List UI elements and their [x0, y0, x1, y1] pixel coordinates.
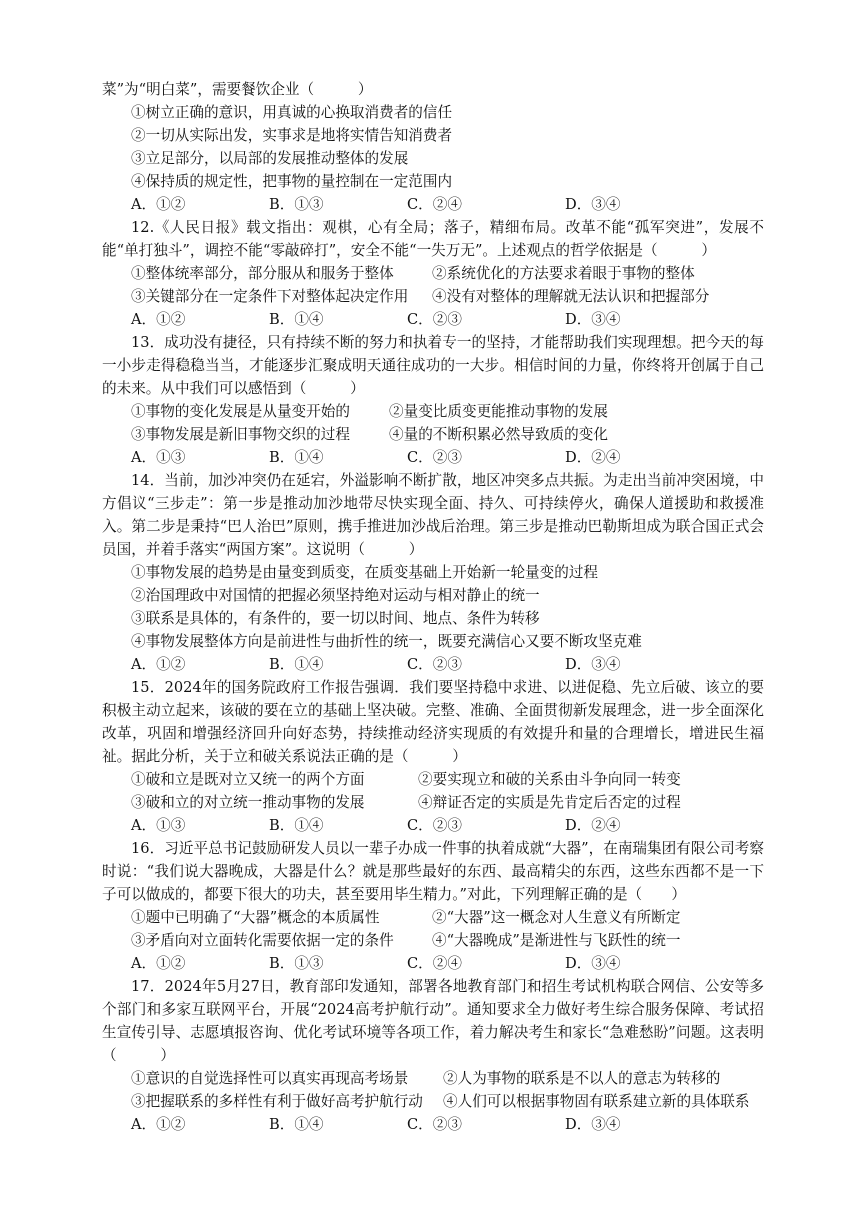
statement-row: [102, 768, 764, 791]
statement-row: [102, 929, 764, 952]
statement-row: [102, 423, 764, 446]
statement-1: ①事物发展的趋势是由量变到质变，在质变基础上开始新一轮量变的过程: [131, 564, 599, 581]
statement-4: ④量的不断积累必然导致质的变化: [389, 426, 608, 443]
choice-c[interactable]: C．②③: [407, 449, 462, 466]
choice-a[interactable]: A．①②: [131, 955, 186, 972]
statement-row: [102, 400, 764, 423]
statement-2: ②“大器”这一概念对人生意义有所断定: [432, 909, 681, 926]
choice-d[interactable]: D．③④: [565, 656, 621, 673]
statement-row: [102, 1067, 764, 1090]
statement-4: ④没有对整体的理解就无法认识和把握部分: [432, 288, 710, 305]
answer-choices: [102, 952, 764, 975]
choice-a[interactable]: A．①③: [131, 449, 186, 466]
choice-a[interactable]: A．①②: [131, 311, 186, 328]
statement-3: ③把握联系的多样性有利于做好高考护航行动: [131, 1093, 423, 1110]
statement-2: ②要实现立和破的关系由斗争向同一转变: [418, 771, 681, 788]
statement-2: ②治国理政中对国情的把握必须坚持绝对运动与相对静止的统一: [131, 587, 540, 604]
statement-2: ②量变比质变更能推动事物的发展: [389, 403, 608, 420]
statement-1: ①整体统率部分，部分服从和服务于整体: [131, 265, 394, 282]
choice-c[interactable]: C．②④: [407, 955, 462, 972]
question-15: [102, 676, 764, 837]
choice-b[interactable]: B．①③: [269, 955, 324, 972]
statement-3: ③矛盾向对立面转化需要依据一定的条件: [131, 932, 394, 949]
choice-d[interactable]: D．③④: [565, 311, 621, 328]
statement-1: ①破和立是既对立又统一的两个方面: [131, 771, 365, 788]
statement-1: ①意识的自觉选择性可以真实再现高考场景: [131, 1070, 409, 1087]
statement-3: ③关键部分在一定条件下对整体起决定作用: [131, 288, 409, 305]
choice-a[interactable]: A．①②: [131, 1116, 186, 1133]
statement-3: ③立足部分，以局部的发展推动整体的发展: [131, 150, 409, 167]
question-stem: 14．当前，加沙冲突仍在延宕，外溢影响不断扩散，地区冲突多点共振。为走出当前冲突困境，中方倡议“三步走”：第一步是推动加沙地带尽快实现全面、持久、可持续停火，确保人道援助和救援准入。第二步是秉持“巴人治巴”原则，携手推进加沙战后治理。第三步是推动巴勒斯坦成为联合国正式会员国，并着手落实“两国方案”。这说明（ ）: [102, 472, 764, 558]
statement-2: ②一切从实际出发，实事求是地将实情告知消费者: [131, 127, 453, 144]
statement-3: ③破和立的对立统一推动事物的发展: [131, 794, 365, 811]
question-stem: 15．2024年的国务院政府工作报告强调．我们要坚持稳中求进、以进促稳、先立后破、该立的要积极主动立起来，该破的要在立的基础上坚决破。完整、准确、全面贯彻新发展理念，进一步全面深化改革，巩固和增强经济回升向好态势，持续推动经济实现质的有效提升和量的合理增长，增进民生福祉。据此分析，关于立和破关系说法正确的是（ ）: [102, 679, 764, 765]
choice-b[interactable]: B．①④: [269, 311, 324, 328]
statement-2: ②系统优化的方法要求着眼于事物的整体: [432, 265, 695, 282]
choice-d[interactable]: D．③④: [565, 196, 621, 213]
statement-4: ④辩证否定的实质是先肯定后否定的过程: [418, 794, 681, 811]
choice-b[interactable]: B．①④: [269, 1116, 324, 1133]
statement-3: ③联系是具体的，有条件的，要一切以时间、地点、条件为转移: [131, 610, 540, 627]
choice-b[interactable]: B．①③: [269, 196, 324, 213]
statement-3: ③事物发展是新旧事物交织的过程: [131, 426, 350, 443]
question-stem: 13．成功没有捷径，只有持续不断的努力和执着专一的坚持，才能帮助我们实现理想。把今天的每一小步走得稳稳当当，才能逐步汇聚成明天通往成功的一大步。相信时间的力量，你终将开创属于自己的未来。从中我们可以感悟到（ ）: [102, 334, 764, 397]
choice-d[interactable]: D．③④: [565, 1116, 621, 1133]
question-stem-continuation: 菜”为“明白菜”，需要餐饮企业（ ）: [102, 81, 373, 98]
question-14: [102, 469, 764, 676]
question-stem: 12.《人民日报》载文指出：观棋，心有全局；落子，精细布局。改革不能“孤军突进”，发展不能“单打独斗”，调控不能“零敲碎打”，安全不能“一失万无”。上述观点的哲学依据是（ ）: [102, 219, 764, 259]
statement-row: [102, 262, 764, 285]
statement-4: ④人们可以根据事物固有联系建立新的具体联系: [443, 1093, 750, 1110]
statement-4: ④事物发展整体方向是前进性与曲折性的统一，既要充满信心又要不断攻坚克难: [131, 633, 642, 650]
choice-b[interactable]: B．①④: [269, 449, 324, 466]
choice-c[interactable]: C．②③: [407, 817, 462, 834]
question-stem: 16．习近平总书记鼓励研发人员以一辈子办成一件事的执着成就“大器”，在南瑞集团有限公司考察时说：“我们说大器晚成，大器是什么？就是那些最好的东西、最高精尖的东西，这些东西都不是一下子可以做成的，都要下很大的功夫，甚至要用毕生精力。”对此，下列理解正确的是（ ）: [102, 840, 764, 903]
statement-row: [102, 906, 764, 929]
statement-4: ④“大器晚成”是渐进性与飞跃性的统一: [432, 932, 681, 949]
choice-a[interactable]: A．①②: [131, 656, 186, 673]
choice-a[interactable]: A．①②: [131, 196, 186, 213]
answer-choices: [102, 446, 764, 469]
statement-4: ④保持质的规定性，把事物的量控制在一定范围内: [131, 173, 453, 190]
statement-row: [102, 1090, 764, 1113]
answer-choices: [102, 308, 764, 331]
answer-choices: [102, 814, 764, 837]
statement-1: ①题中已明确了“大器”概念的本质属性: [131, 909, 380, 926]
question-11: [102, 78, 764, 216]
statement-1: ①事物的变化发展是从量变开始的: [131, 403, 350, 420]
statement-1: ①树立正确的意识，用真诚的心换取消费者的信任: [131, 104, 453, 121]
choice-c[interactable]: C．②④: [407, 196, 462, 213]
choice-d[interactable]: D．②④: [565, 817, 621, 834]
question-12: [102, 216, 764, 331]
answer-choices: [102, 193, 764, 216]
question-stem: 17．2024年5月27日，教育部印发通知，部署各地教育部门和招生考试机构联合网信、公安等多个部门和多家互联网平台，开展“2024高考护航行动”。通知要求全力做好考生综合服务保障、考试招生宣传引导、志愿填报咨询、优化考试环境等各项工作，着力解决考生和家长“急难愁盼”问题。这表明（ ）: [102, 978, 764, 1064]
question-13: [102, 331, 764, 469]
question-16: [102, 837, 764, 975]
question-17: [102, 975, 764, 1136]
statement-2: ②人为事物的联系是不以人的意志为转移的: [443, 1070, 721, 1087]
choice-a[interactable]: A．①③: [131, 817, 186, 834]
answer-choices: [102, 653, 764, 676]
statement-row: [102, 285, 764, 308]
choice-d[interactable]: D．②④: [565, 449, 621, 466]
choice-c[interactable]: C．②③: [407, 1116, 462, 1133]
question-list: [102, 78, 764, 1136]
choice-d[interactable]: D．③④: [565, 955, 621, 972]
statement-row: [102, 791, 764, 814]
choice-b[interactable]: B．①④: [269, 817, 324, 834]
answer-choices: [102, 1113, 764, 1136]
choice-c[interactable]: C．②③: [407, 311, 462, 328]
choice-b[interactable]: B．①④: [269, 656, 324, 673]
choice-c[interactable]: C．②③: [407, 656, 462, 673]
